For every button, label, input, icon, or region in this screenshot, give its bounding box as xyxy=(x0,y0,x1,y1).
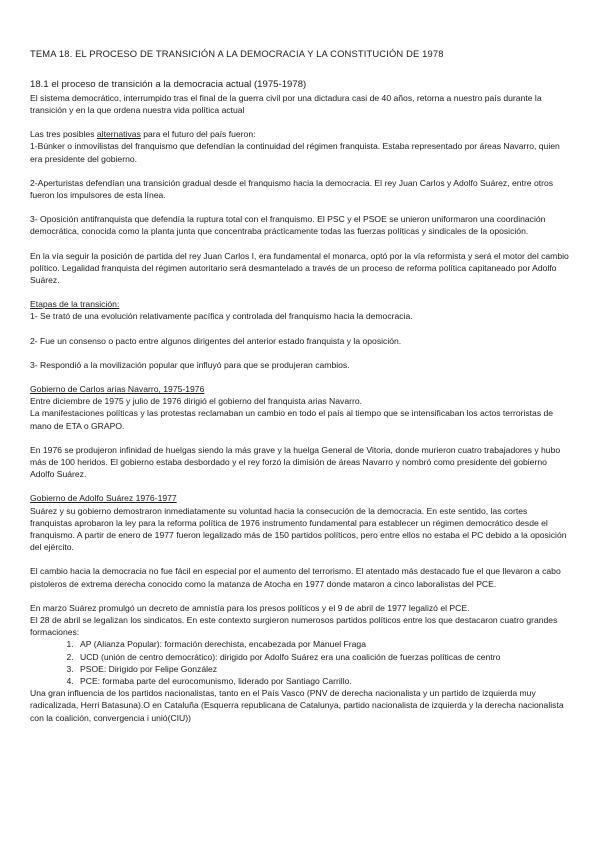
suarez-paragraph-3: En marzo Suárez promulgó un decreto de amnistía para los presos políticos y el 9 de abril de 1977 legalizó el PCE. xyxy=(30,602,470,613)
suarez-paragraph-4: El 28 de abril se legalizan los sindicatos. En este contexto surgieron numerosos partidos políticos entre los que destacaron cuatro grandes formaciones: xyxy=(30,615,558,638)
alternatives-intro xyxy=(30,128,570,140)
parties-list xyxy=(30,638,570,687)
etapa-2: 2- Fue un consenso o pacto entre algunos dirigentes del anterior estado franquista y la oposición. xyxy=(30,335,402,346)
list-item: 4. PCE: formaba parte del eurocomunismo, liderado por Santiago Carrillo. xyxy=(76,675,570,687)
etapas-heading: Etapas de la transición: xyxy=(30,299,120,310)
suarez-heading: Gobierno de Adolfo Suárez 1976-1977 xyxy=(30,493,177,504)
nationalist-paragraph: Una gran influencia de los partidos nacionalistas, tanto en el País Vasco (PNV de derecha nacionalista y un partido de izquierda muy radicalizada, Herri Batasuna).O en Cataluña (Esquerra republicana de Catalunya, partido nacionalista de izquierda y la derecha nacionalista con la coalición, convergencia i unió(CIU)) xyxy=(30,688,564,723)
document-title: TEMA 18. EL PROCESO DE TRANSICIÓN A LA DEMOCRACIA Y LA CONSTITUCIÓN DE 1978 xyxy=(30,48,444,59)
alternative-1: 1-Búnker o inmovilistas del franquismo que defendían la continuidad del régimen franquista. Estaba representado por áreas Navarro, quien era presidente del gobierno. xyxy=(30,141,560,164)
arias-paragraph-2: La manifestaciones políticas y las protestas reclamaban un cambio en todo el país al tiempo que se intensificaban los actos terroristas de mano de ETA o GRAPO. xyxy=(30,408,554,431)
alternatives-suffix: para el futuro del país fueron: xyxy=(140,129,256,140)
list-item: 1. AP (Alianza Popular): formación derechista, encabezada por Manuel Fraga xyxy=(76,638,570,650)
alternative-2: 2-Aperturistas defendían una transición gradual desde el franquismo hacia la democracia. El rey Juan Carlos y Adolfo Suárez, entre otros fueron los impulsores de esta línea. xyxy=(30,177,554,200)
conclusion-paragraph: En la vía seguir la posición de partida del rey Juan Carlos I, era fundamental el monarca, optó por la vía reformista y será el motor del cambio político. Legalidad franquista del régimen autoritario será desmantelado a través de un proceso de reforma política capitaneado por Adolfo Suárez. xyxy=(30,250,569,285)
etapa-1: 1- Se trató de una evolución relativamente pacífica y controlada del franquismo hacia la democracia. xyxy=(30,311,413,322)
intro-paragraph: El sistema democrático, interrumpido tras el final de la guerra civil por una dictadura casi de 40 años, retorna a nuestro país durante la transición y en la que ordena nuestra vida política actual xyxy=(30,92,542,115)
list-item: 2. UCD (unión de centro democrático): dirigido por Adolfo Suárez era una coalición de fuerzas políticas de centro xyxy=(76,651,570,663)
etapa-3: 3- Respondió a la movilización popular que influyó para que se produjeran cambios. xyxy=(30,359,350,370)
section-heading: 18.1 el proceso de transición a la democracia actual (1975-1978) xyxy=(30,79,307,91)
alternatives-prefix: Las tres posibles xyxy=(30,129,97,140)
alternatives-underlined: alternativas xyxy=(96,129,141,140)
suarez-paragraph-1: Suárez y su gobierno demostraron inmediatamente su voluntad hacia la consecución de la democracia. En este sentido, las cortes franquistas aprobaron la ley para la reforma política de 1976 instrumento fundamental para establecer un régimen democrático desde el franquismo. A partir de enero de 1977 fueron legalizado más de 150 partidos políticos, pero entre ellos no estaba el PC debido a la oposición del ejército. xyxy=(30,505,567,553)
list-item: 3. PSOE: Dirigido por Felipe González xyxy=(76,663,570,675)
arias-paragraph-1: Entre diciembre de 1975 y julio de 1976 dirigió el gobierno del franquista arias Navarro. xyxy=(30,396,363,407)
alternative-3: 3- Oposición antifranquista que defendía la ruptura total con el franquismo. El PSC y el PSOE se unieron uniformaron una coordinación democrática, conocida como la planta junta que concentraba prácticamente todas las fuerzas políticas y sindicales de la oposición. xyxy=(30,214,546,237)
arias-heading: Gobierno de Carlos arias Navarro, 1975-1976 xyxy=(30,383,205,394)
arias-paragraph-3: En 1976 se produjeron infinidad de huelgas siendo la más grave y la huelga General de Vitoria, donde murieron cuatro trabajadores y hubo más de 100 heridos. El gobierno estaba desbordado y el rey forzó la dimisión de áreas Navarro y nombró como presidente del gobierno Adolfo Suárez. xyxy=(30,444,561,480)
suarez-paragraph-2: El cambio hacia la democracia no fue fácil en especial por el aumento del terrorismo. El atentado más destacado fue el que llevaron a cabo pistoleros de extrema derecha conocido como la matanza de Atocha en 1977 donde mataron a cinco laboralistas del PCE. xyxy=(30,566,561,589)
